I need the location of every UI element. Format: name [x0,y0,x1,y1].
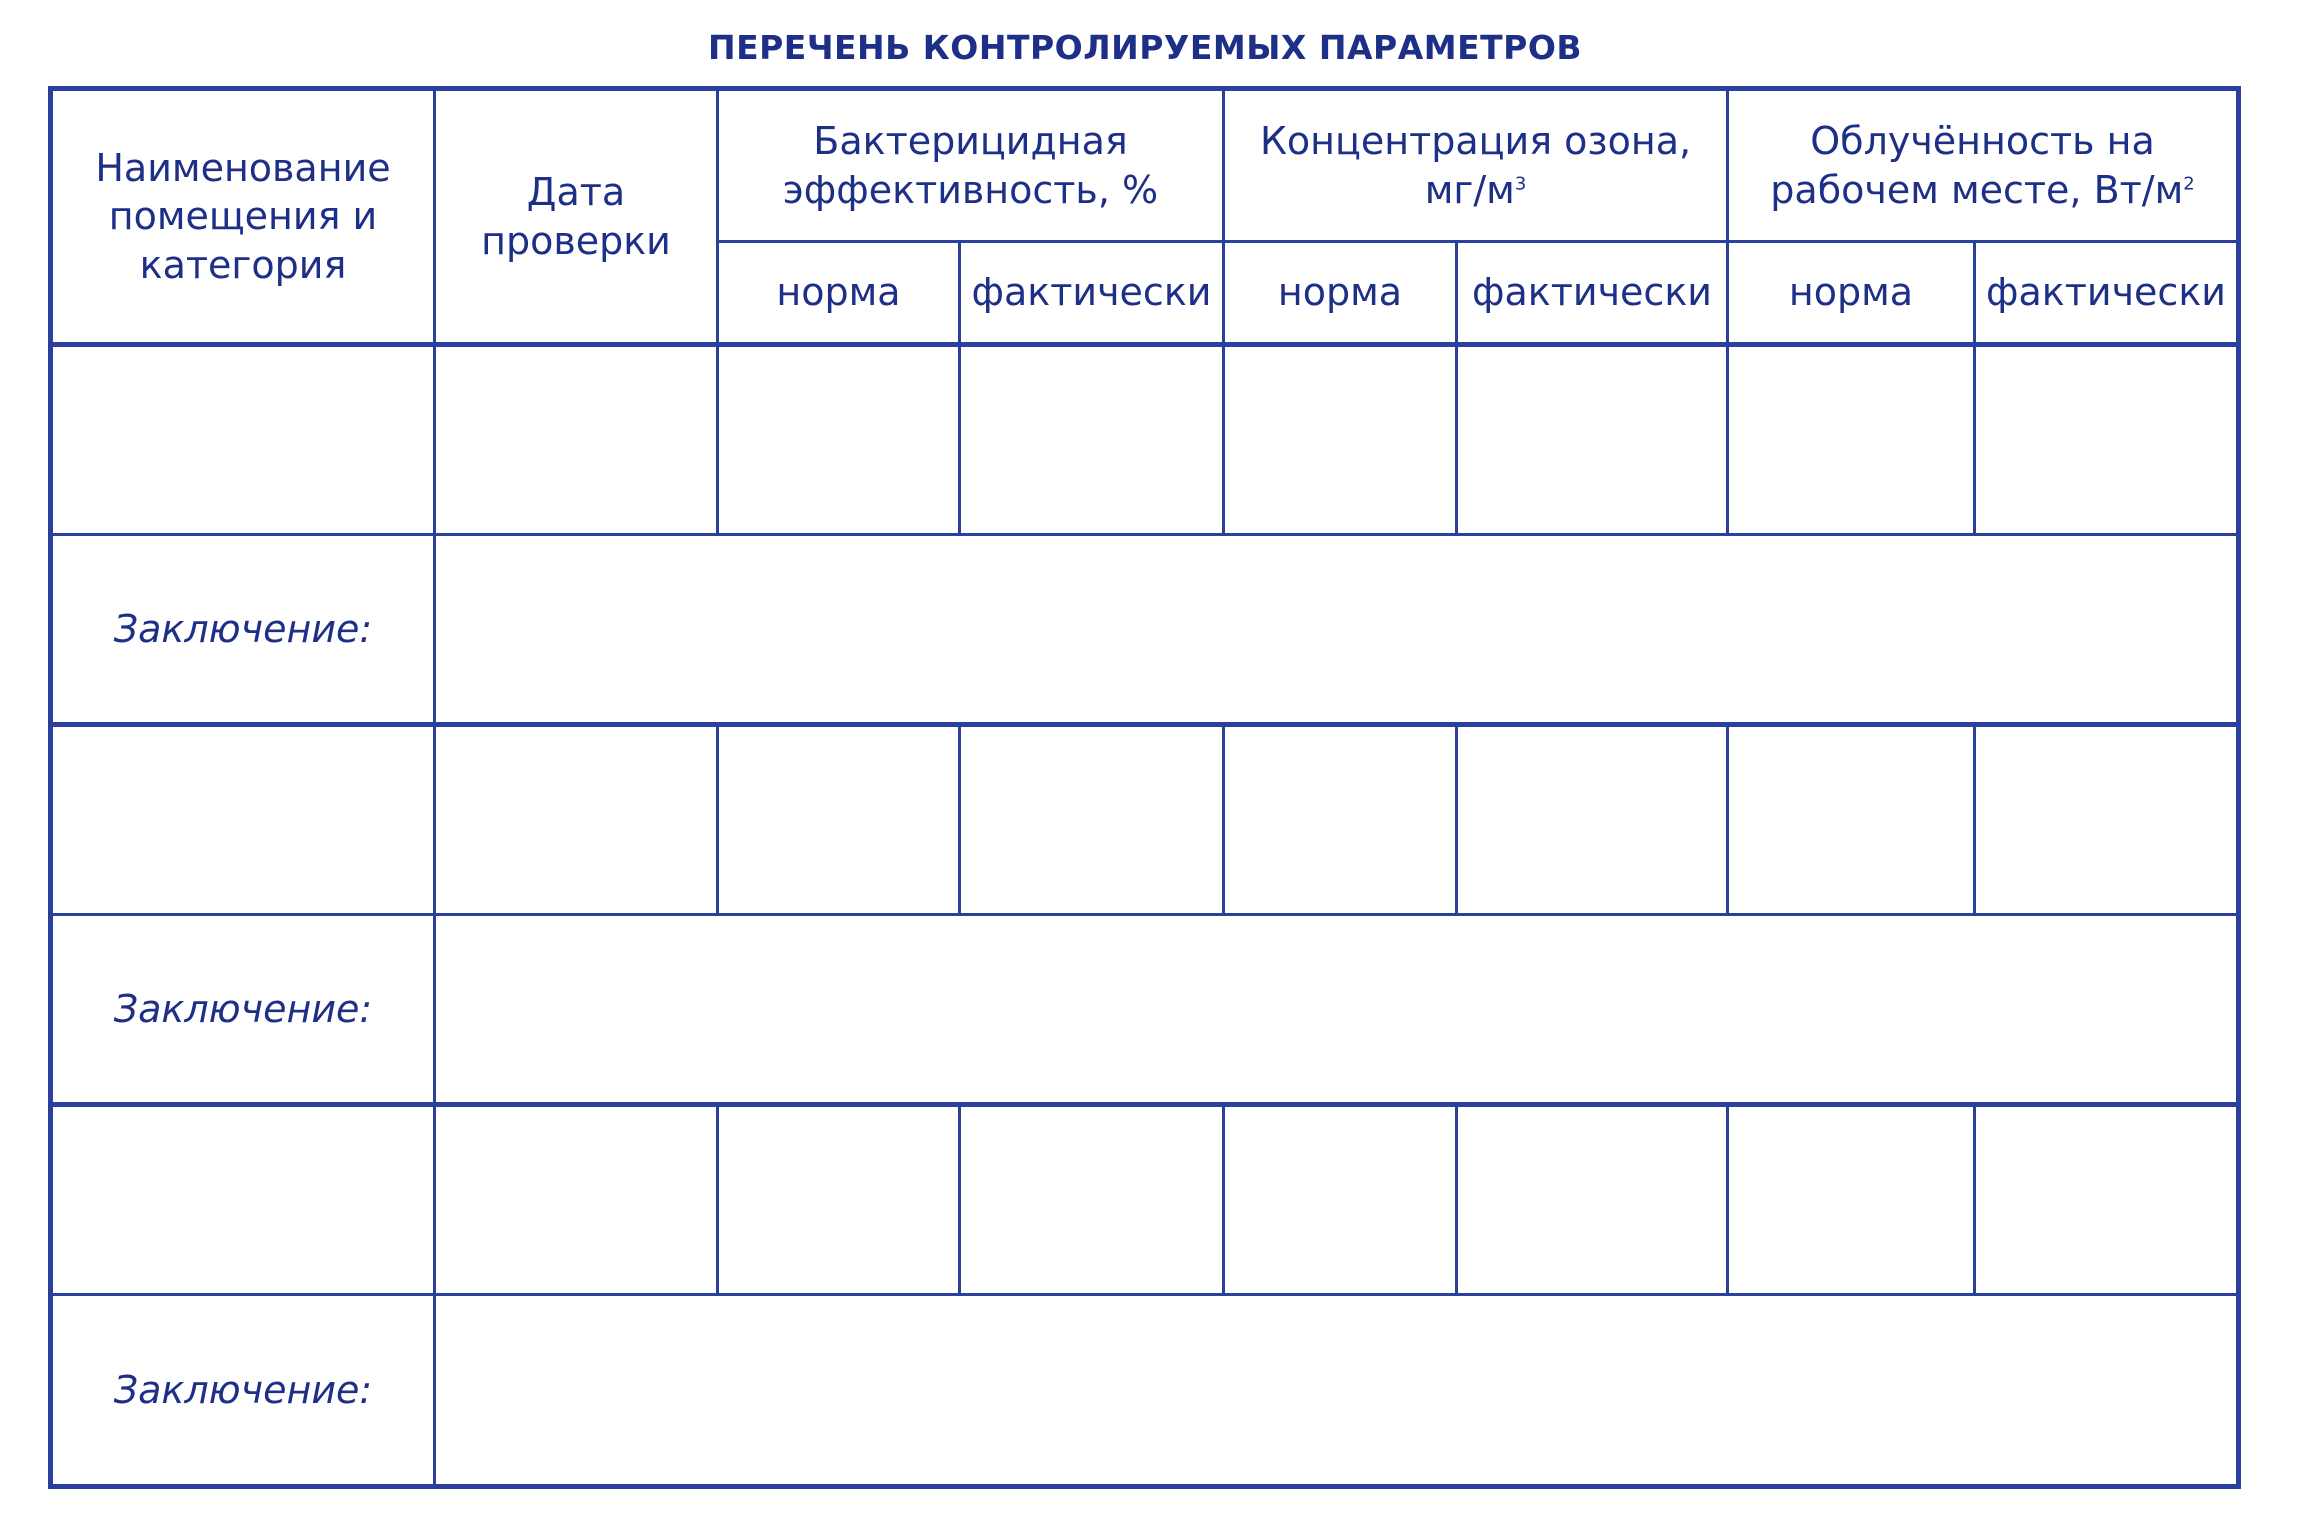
header-actual: фактически [1457,242,1728,345]
header-norm: норма [1728,242,1975,345]
conclusion-row [51,1295,2239,1487]
bactericidal-norm-cell[interactable] [718,725,960,915]
table-row [51,345,2239,535]
irradiance-norm-cell[interactable] [1728,1105,1975,1295]
ozone-norm-cell[interactable] [1224,725,1457,915]
conclusion-cell[interactable] [435,1295,2239,1487]
ozone-actual-cell[interactable] [1457,1105,1728,1295]
header-room-name-line: Наименование [95,146,391,191]
bactericidal-norm-cell[interactable] [718,1105,960,1295]
header-ozone-unit-exp: 3 [1514,172,1527,194]
header-irradiance [1728,89,2239,242]
bactericidal-norm-cell[interactable] [718,345,960,535]
header-check-date [435,89,718,345]
page-title: ПЕРЕЧЕНЬ КОНТРОЛИРУЕМЫХ ПАРАМЕТРОВ [707,28,1583,67]
header-irradiance-line: Облучённость на [1810,119,2155,164]
room-name-cell[interactable] [51,345,435,535]
header-actual: фактически [960,242,1224,345]
irradiance-actual-cell[interactable] [1975,345,2239,535]
header-room-name-line: помещения и [108,194,378,239]
conclusion-label: Заключение: [51,1295,435,1487]
header-check-date-line: Дата [526,170,626,215]
irradiance-actual-cell[interactable] [1975,1105,2239,1295]
irradiance-norm-cell[interactable] [1728,725,1975,915]
header-norm: норма [1224,242,1457,345]
conclusion-cell[interactable] [435,915,2239,1105]
room-name-cell[interactable] [51,1105,435,1295]
conclusion-label: Заключение: [51,535,435,725]
header-irradiance-unit-exp: 2 [2183,172,2195,194]
ozone-norm-cell[interactable] [1224,345,1457,535]
header-ozone-unit: мг/м [1424,167,1515,212]
check-date-cell[interactable] [435,345,718,535]
conclusion-label: Заключение: [51,915,435,1105]
check-date-cell[interactable] [435,1105,718,1295]
table-row [51,725,2239,915]
ozone-actual-cell[interactable] [1457,725,1728,915]
conclusion-row [51,535,2239,725]
room-name-cell[interactable] [51,725,435,915]
check-date-cell[interactable] [435,725,718,915]
conclusion-cell[interactable] [435,535,2239,725]
parameters-table [48,86,2241,1489]
header-bactericidal [718,89,1224,242]
conclusion-row [51,915,2239,1105]
irradiance-norm-cell[interactable] [1728,345,1975,535]
header-bactericidal-line: эффективность, % [782,167,1159,212]
bactericidal-actual-cell[interactable] [960,345,1224,535]
header-ozone-line: Концентрация озона, [1259,119,1692,164]
header-irradiance-line: рабочем месте, Вт/м [1770,167,2184,212]
header-actual: фактически [1975,242,2239,345]
ozone-actual-cell[interactable] [1457,345,1728,535]
bactericidal-actual-cell[interactable] [960,1105,1224,1295]
irradiance-actual-cell[interactable] [1975,725,2239,915]
header-norm: норма [718,242,960,345]
header-check-date-line: проверки [481,218,671,263]
header-ozone [1224,89,1728,242]
bactericidal-actual-cell[interactable] [960,725,1224,915]
ozone-norm-cell[interactable] [1224,1105,1457,1295]
table-row [51,1105,2239,1295]
header-room-name-line: категория [139,242,347,287]
header-room-name [51,89,435,345]
header-bactericidal-line: Бактерицидная [813,119,1128,164]
